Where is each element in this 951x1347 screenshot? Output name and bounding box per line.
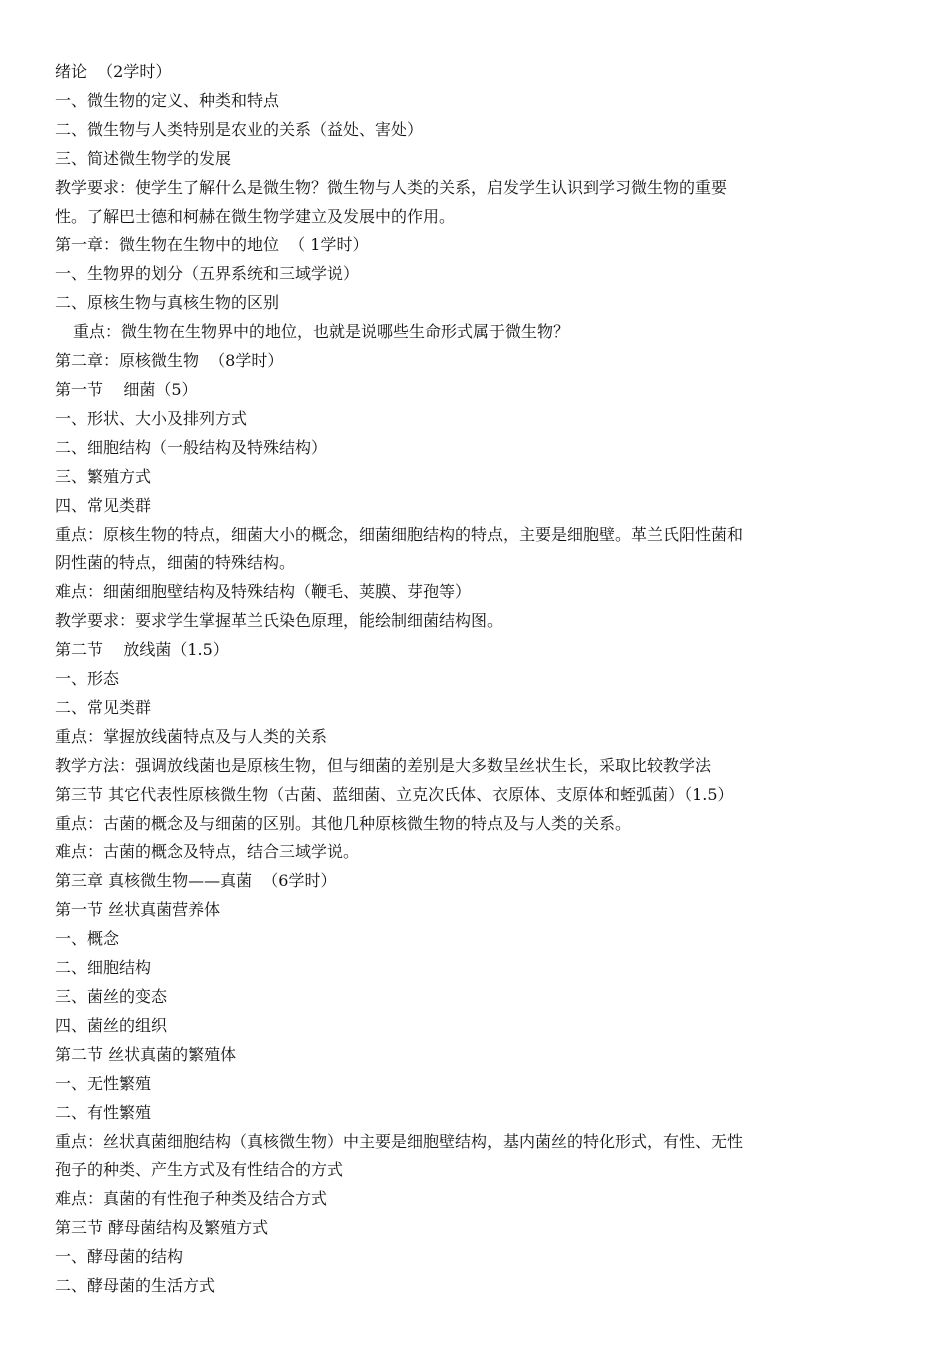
- text-line: 一、形态: [55, 669, 120, 689]
- text-line: 重点：原核生物的特点，细菌大小的概念，细菌细胞结构的特点，主要是细胞壁。革兰氏阳性菌和: [55, 524, 744, 544]
- text-line: 重点：丝状真菌细胞结构（真核微生物）中主要是细胞壁结构，基内菌丝的特化形式，有性、无性: [55, 1131, 744, 1151]
- text-line: 一、酵母菌的结构: [55, 1247, 184, 1267]
- text-line: 二、微生物与人类特别是农业的关系（益处、害处）: [55, 119, 424, 139]
- text-line: 二、酵母菌的生活方式: [55, 1276, 216, 1296]
- text-line: 绪论 （2学时）: [55, 62, 172, 81]
- text-line: 二、细胞结构: [55, 958, 152, 978]
- text-line: 重点：古菌的概念及与细菌的区别。其他几种原核微生物的特点及与人类的关系。: [55, 813, 632, 833]
- text-line: 难点：真菌的有性孢子种类及结合方式: [55, 1189, 328, 1209]
- text-line: 难点：古菌的概念及特点，结合三域学说。: [55, 842, 360, 862]
- text-line: 第二节 放线菌（1.5）: [55, 640, 229, 660]
- text-line: 三、简述微生物学的发展: [55, 148, 232, 168]
- text-line: 一、形状、大小及排列方式: [55, 408, 248, 428]
- text-line: 四、菌丝的组织: [55, 1015, 168, 1035]
- text-line: 二、常见类群: [55, 697, 152, 717]
- text-line: 一、概念: [55, 929, 120, 949]
- text-line: 难点：细菌细胞壁结构及特殊结构（鞭毛、荚膜、芽孢等）: [55, 582, 472, 602]
- text-line: 一、无性繁殖: [55, 1073, 152, 1093]
- document-page: [55, 58, 895, 1301]
- text-line: 二、细胞结构（一般结构及特殊结构）: [55, 437, 328, 457]
- text-line: 第三节 其它代表性原核微生物（古菌、蓝细菌、立克次氏体、衣原体、支原体和蛭弧菌）（1.5）: [55, 784, 734, 804]
- text-line: 二、原核生物与真核生物的区别: [55, 293, 280, 313]
- text-line: 三、繁殖方式: [55, 466, 152, 486]
- text-line: 第三章 真核微生物——真菌 （6学时）: [55, 871, 337, 891]
- text-line: 教学方法：强调放线菌也是原核生物，但与细菌的差别是大多数呈丝状生长，采取比较教学法: [55, 755, 712, 775]
- text-line: 三、菌丝的变态: [55, 987, 168, 1006]
- text-line: 教学要求：要求学生掌握革兰氏染色原理，能绘制细菌结构图。: [55, 611, 504, 631]
- text-line: 第三节 酵母菌结构及繁殖方式: [55, 1218, 269, 1238]
- text-line: 重点：掌握放线菌特点及与人类的关系: [55, 726, 328, 746]
- text-line: 第二节 丝状真菌的繁殖体: [55, 1044, 237, 1064]
- text-line: 二、有性繁殖: [55, 1102, 152, 1122]
- text-line: 第一节 细菌（5）: [55, 379, 198, 399]
- text-line: 第一章：微生物在生物中的地位 （ 1学时）: [55, 235, 369, 255]
- text-line: 阴性菌的特点，细菌的特殊结构。: [55, 553, 296, 573]
- text-line: 一、生物界的划分（五界系统和三域学说）: [55, 264, 360, 284]
- text-line: 性。了解巴士德和柯赫在微生物学建立及发展中的作用。: [55, 206, 456, 226]
- text-line: 第二章：原核微生物 （8学时）: [55, 351, 284, 371]
- text-line: 重点：微生物在生物界中的地位，也就是说哪些生命形式属于微生物？: [73, 322, 570, 342]
- text-line: 孢子的种类、产生方式及有性结合的方式: [55, 1160, 344, 1180]
- text-line: 一、微生物的定义、种类和特点: [55, 90, 280, 110]
- text-line: 教学要求：使学生了解什么是微生物？微生物与人类的关系，启发学生认识到学习微生物的重要: [55, 177, 728, 197]
- text-line: 四、常见类群: [55, 495, 152, 515]
- text-line: 第一节 丝状真菌营养体: [55, 900, 221, 920]
